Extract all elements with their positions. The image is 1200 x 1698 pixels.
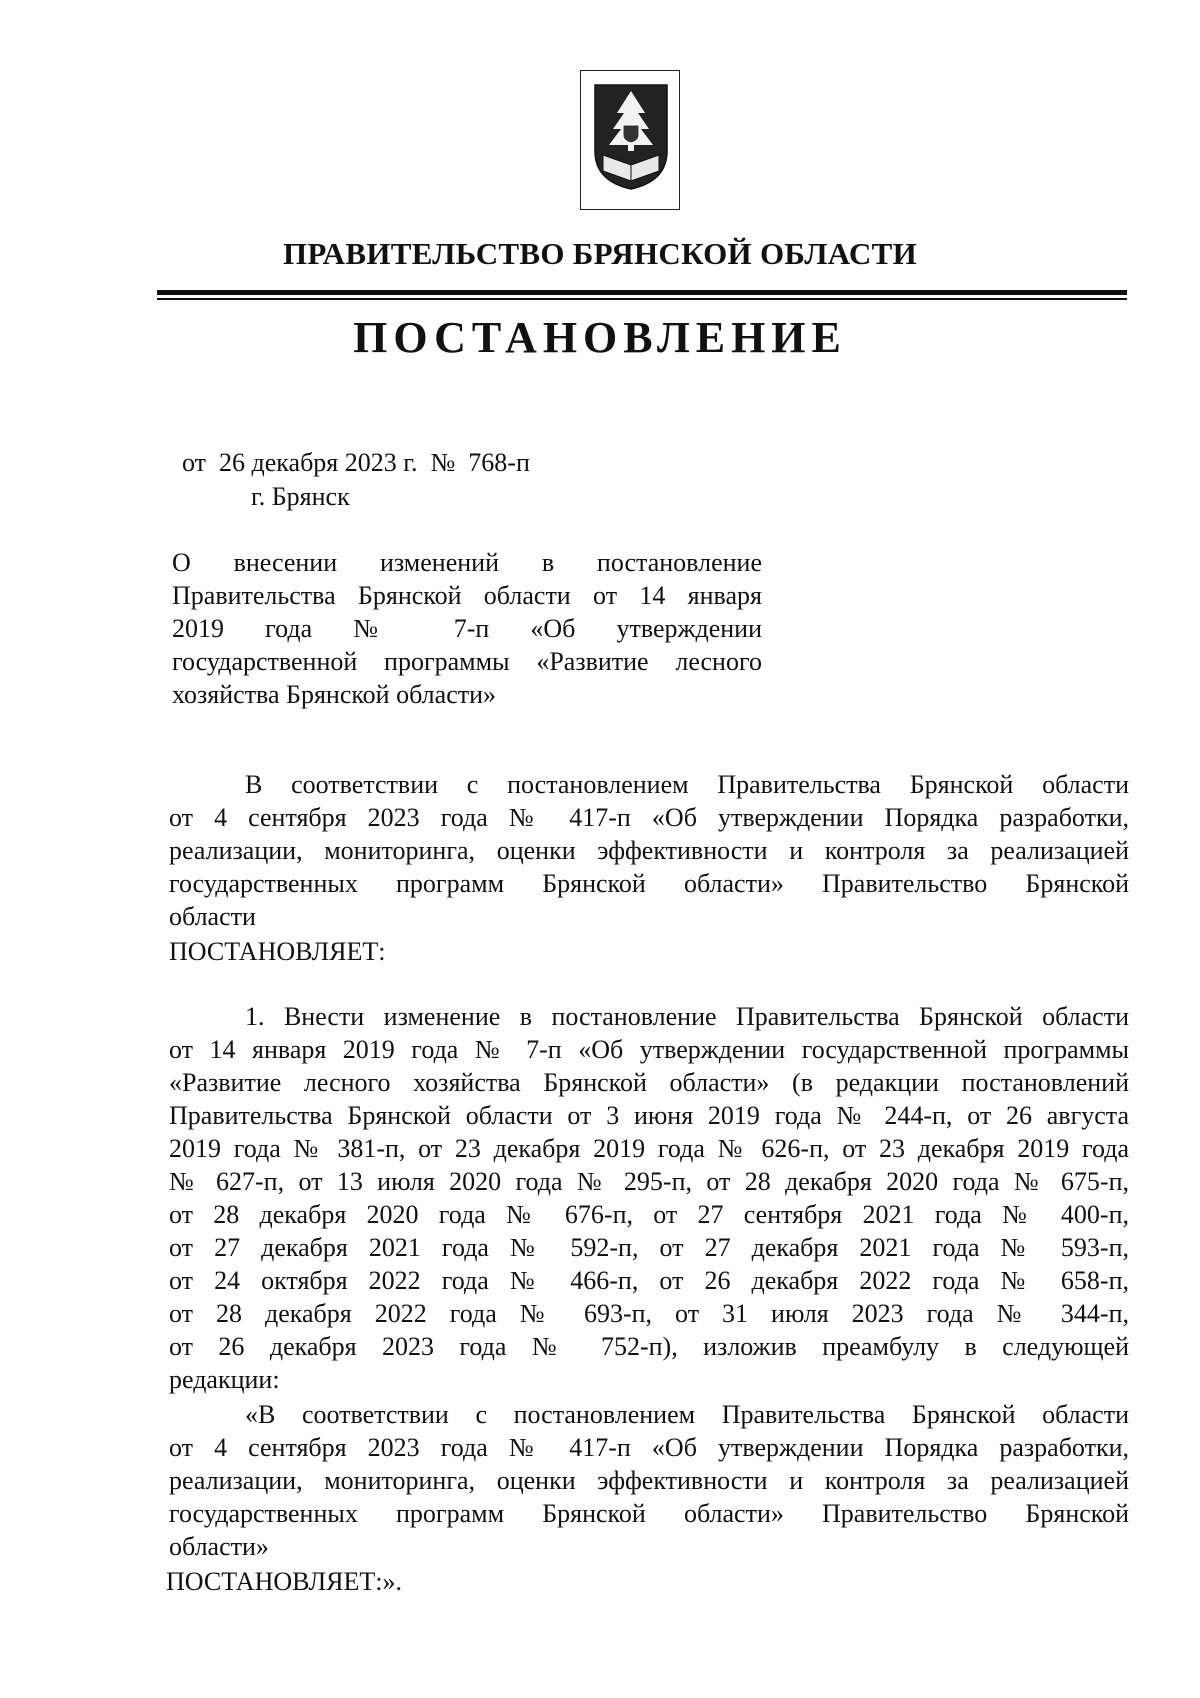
document-city: г. Брянск: [251, 482, 350, 511]
paragraph-line: «В соответствии с постановлением Правительства Брянской области: [245, 1400, 1129, 1429]
paragraph-line: от 4 сентября 2023 года № 417-п «Об утверждении Порядка разработки,: [169, 803, 1129, 832]
paragraph-line: государственных программ Брянской области» Правительство Брянской: [169, 1499, 1129, 1528]
paragraph-line: Правительства Брянской области от 3 июня 2019 года № 244-п, от 26 августа: [169, 1101, 1129, 1130]
new-resolves-heading: ПОСТАНОВЛЯЕТ:».: [166, 1567, 402, 1596]
subject-line: Правительства Брянской области от 14 января: [172, 581, 762, 610]
paragraph-line: 2019 года № 381-п, от 23 декабря 2019 года № 626-п, от 23 декабря 2019 года: [169, 1134, 1129, 1163]
paragraph-line: от 28 декабря 2020 года № 676-п, от 27 сентября 2021 года № 400-п,: [169, 1200, 1129, 1229]
paragraph-line: от 27 декабря 2021 года № 592-п, от 27 декабря 2021 года № 593-п,: [169, 1233, 1129, 1262]
emblem-frame: [580, 70, 680, 210]
paragraph-line: от 4 сентября 2023 года № 417-п «Об утверждении Порядка разработки,: [169, 1433, 1129, 1462]
paragraph-line: В соответствии с постановлением Правительства Брянской области: [245, 770, 1129, 799]
resolves-heading: ПОСТАНОВЛЯЕТ:: [169, 937, 386, 966]
subject-line: 2019 года № 7-п «Об утверждении: [172, 614, 762, 643]
document-subject: [172, 546, 762, 711]
paragraph-line: 1. Внести изменение в постановление Правительства Брянской области: [245, 1002, 1129, 1031]
item-1-paragraph: [169, 1000, 1129, 1396]
paragraph-line: № 627-п, от 13 июля 2020 года № 295-п, от 28 декабря 2020 года № 675-п,: [169, 1167, 1129, 1196]
new-preamble-paragraph: [169, 1398, 1129, 1563]
paragraph-line: от 24 октября 2022 года № 466-п, от 26 декабря 2022 года № 658-п,: [169, 1266, 1129, 1295]
paragraph-line: от 14 января 2019 года № 7-п «Об утверждении государственной программы: [169, 1035, 1129, 1064]
paragraph-line: реализации, мониторинга, оценки эффективности и контроля за реализацией: [169, 1466, 1129, 1495]
paragraph-line: государственных программ Брянской области» Правительство Брянской: [169, 869, 1129, 898]
header-rule-thick: [157, 290, 1127, 295]
header-rule-thin: [157, 298, 1127, 300]
government-title: ПРАВИТЕЛЬСТВО БРЯНСКОЙ ОБЛАСТИ: [282, 236, 918, 271]
paragraph-line: реализации, мониторинга, оценки эффективности и контроля за реализацией: [169, 836, 1129, 865]
subject-line: хозяйства Брянской области»: [172, 680, 497, 709]
preamble-paragraph: [169, 768, 1129, 933]
paragraph-line: области: [169, 902, 256, 931]
document-type-title: ПОСТАНОВЛЕНИЕ: [353, 313, 847, 362]
subject-line: О внесении изменений в постановление: [172, 548, 762, 577]
paragraph-line: области»: [169, 1532, 269, 1561]
paragraph-line: от 28 декабря 2022 года № 693-п, от 31 июля 2023 года № 344-п,: [169, 1299, 1129, 1328]
document-date-number: от 26 декабря 2023 г. № 768-п: [182, 448, 530, 477]
subject-line: государственной программы «Развитие лесного: [172, 647, 762, 676]
paragraph-line: от 26 декабря 2023 года № 752-п), изложив преамбулу в следующей: [169, 1332, 1129, 1361]
paragraph-line: редакции:: [169, 1365, 280, 1394]
paragraph-line: «Развитие лесного хозяйства Брянской области» (в редакции постановлений: [169, 1068, 1129, 1097]
bryansk-coat-of-arms-icon: [591, 81, 671, 193]
